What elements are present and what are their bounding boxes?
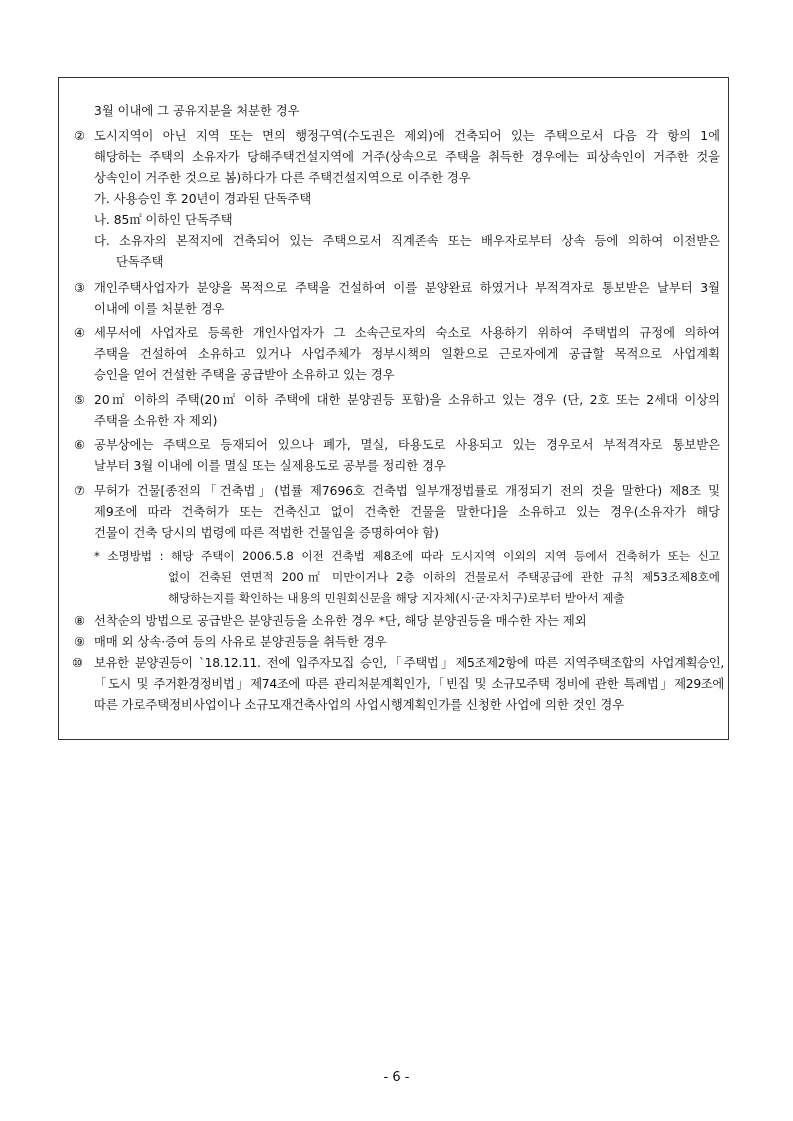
text-line: 해당하는 주택의 소유자가 당해주택건설지역에 거주(상속으로 주택을 취득한 경우에는 피상속인이 거주한 것을 (94, 150, 720, 164)
text-line: 공부상에는 주택으로 등재되어 있으나 폐가, 멸실, 타용도로 사용되고 있는 경우로서 부적격자로 통보받은 (94, 438, 720, 452)
text-line: 3월 이내에 그 공유지분을 처분한 경우 (94, 104, 300, 118)
text-line: 승인을 얻어 건설한 주택을 공급받아 소유하고 있는 경우 (94, 368, 395, 382)
sub-item: 가. 사용승인 후 20년이 경과된 단독주택 (94, 192, 312, 206)
item-marker: ③ (74, 281, 86, 295)
text-line: 따른 가로주택정비사업이나 소규모재건축사업의 사업시행계획인가를 신청한 사업에 의한 것인 경우 (94, 698, 625, 712)
text-line: 무허가 건물[종전의「건축법」(법률 제7696호 건축법 일부개정법률로 개정되기 전의 것을 말한다) 제8조 및 (94, 484, 720, 498)
item-marker: ④ (74, 326, 86, 340)
sub-item: 단독주택 (116, 255, 164, 269)
text-line: 보유한 분양권등이 `18.12.11. 전에 입주자모집 승인,「주택법」제5조제2항에 따른 지역주택조합의 사업계획승인, (94, 656, 724, 670)
text-line: 20㎡ 이하의 주택(20㎡ 이하 주택에 대한 분양권등 포함)을 소유하고 있는 경우 (단, 2호 또는 2세대 이상의 (94, 393, 720, 407)
sub-item: 다. 소유자의 본적지에 건축되어 있는 주택으로서 직계존속 또는 배우자로부터 상속 등에 의하여 이전받은 (94, 234, 720, 248)
text-line: 건물이 건축 당시의 법령에 따른 적법한 건물임을 증명하여야 함) (94, 526, 439, 540)
item-marker: ② (74, 129, 86, 143)
text-line: 매매 외 상속·증여 등의 사유로 분양권등을 취득한 경우 (94, 635, 387, 649)
text-line: 상속인이 거주한 것으로 봄)하다가 다른 주택건설지역으로 이주한 경우 (94, 171, 471, 185)
item-marker: ⑥ (74, 438, 86, 452)
note-line: 해당하는지를 확인하는 내용의 민원회신문을 해당 지자체(시·군·자치구)로부터 받아서 제출 (168, 591, 625, 605)
item-marker: ⑩ (72, 656, 84, 670)
note-line: * 소명방법 : 해당 주택이 2006.5.8 이전 건축법 제8조에 따라 도시지역 이외의 지역 등에서 건축허가 또는 신고 (94, 549, 720, 563)
text-line: 「도시 및 주거환경정비법」제74조에 따른 관리처분계획인가,「빈집 및 소규모주택 정비에 관한 특례법」제29조에 (94, 677, 724, 691)
text-line: 도시지역이 아닌 지역 또는 면의 행정구역(수도권은 제외)에 건축되어 있는 주택으로서 다음 각 항의 1에 (94, 129, 720, 143)
text-line: 세무서에 사업자로 등록한 개인사업자가 그 소속근로자의 숙소로 사용하기 위하여 주택법의 규정에 의하여 (94, 326, 720, 340)
item-marker: ⑨ (74, 635, 86, 649)
note-line: 없이 건축된 연면적 200㎡ 미만이거나 2층 이하의 건물로서 주택공급에 관한 규칙 제53조제8호에 (168, 570, 720, 584)
sub-item: 나. 85㎡ 이하인 단독주택 (94, 213, 233, 227)
text-line: 날부터 3월 이내에 이를 멸실 또는 실제용도로 공부를 정리한 경우 (94, 459, 446, 473)
item-marker: ⑧ (74, 614, 86, 628)
page-number: - 6 - (383, 1070, 410, 1085)
text-line: 주택을 건설하여 소유하고 있거나 사업주체가 정부시책의 일환으로 근로자에게 공급할 목적으로 사업계획 (94, 347, 720, 361)
text-line: 주택을 소유한 자 제외) (94, 414, 218, 428)
item-marker: ⑤ (74, 393, 86, 407)
text-line: 이내에 이를 처분한 경우 (94, 302, 225, 316)
item-marker: ⑦ (74, 484, 86, 498)
text-line: 개인주택사업자가 분양을 목적으로 주택을 건설하여 이를 분양완료 하였거나 부적격자로 통보받은 날부터 3월 (94, 281, 720, 295)
text-line: 제9조에 따라 건축허가 또는 건축신고 없이 건축한 건물을 말한다]을 소유하고 있는 경우(소유자가 해당 (94, 505, 720, 519)
text-line: 선착순의 방법으로 공급받은 분양권등을 소유한 경우 *단, 해당 분양권등을 매수한 자는 제외 (94, 614, 587, 628)
